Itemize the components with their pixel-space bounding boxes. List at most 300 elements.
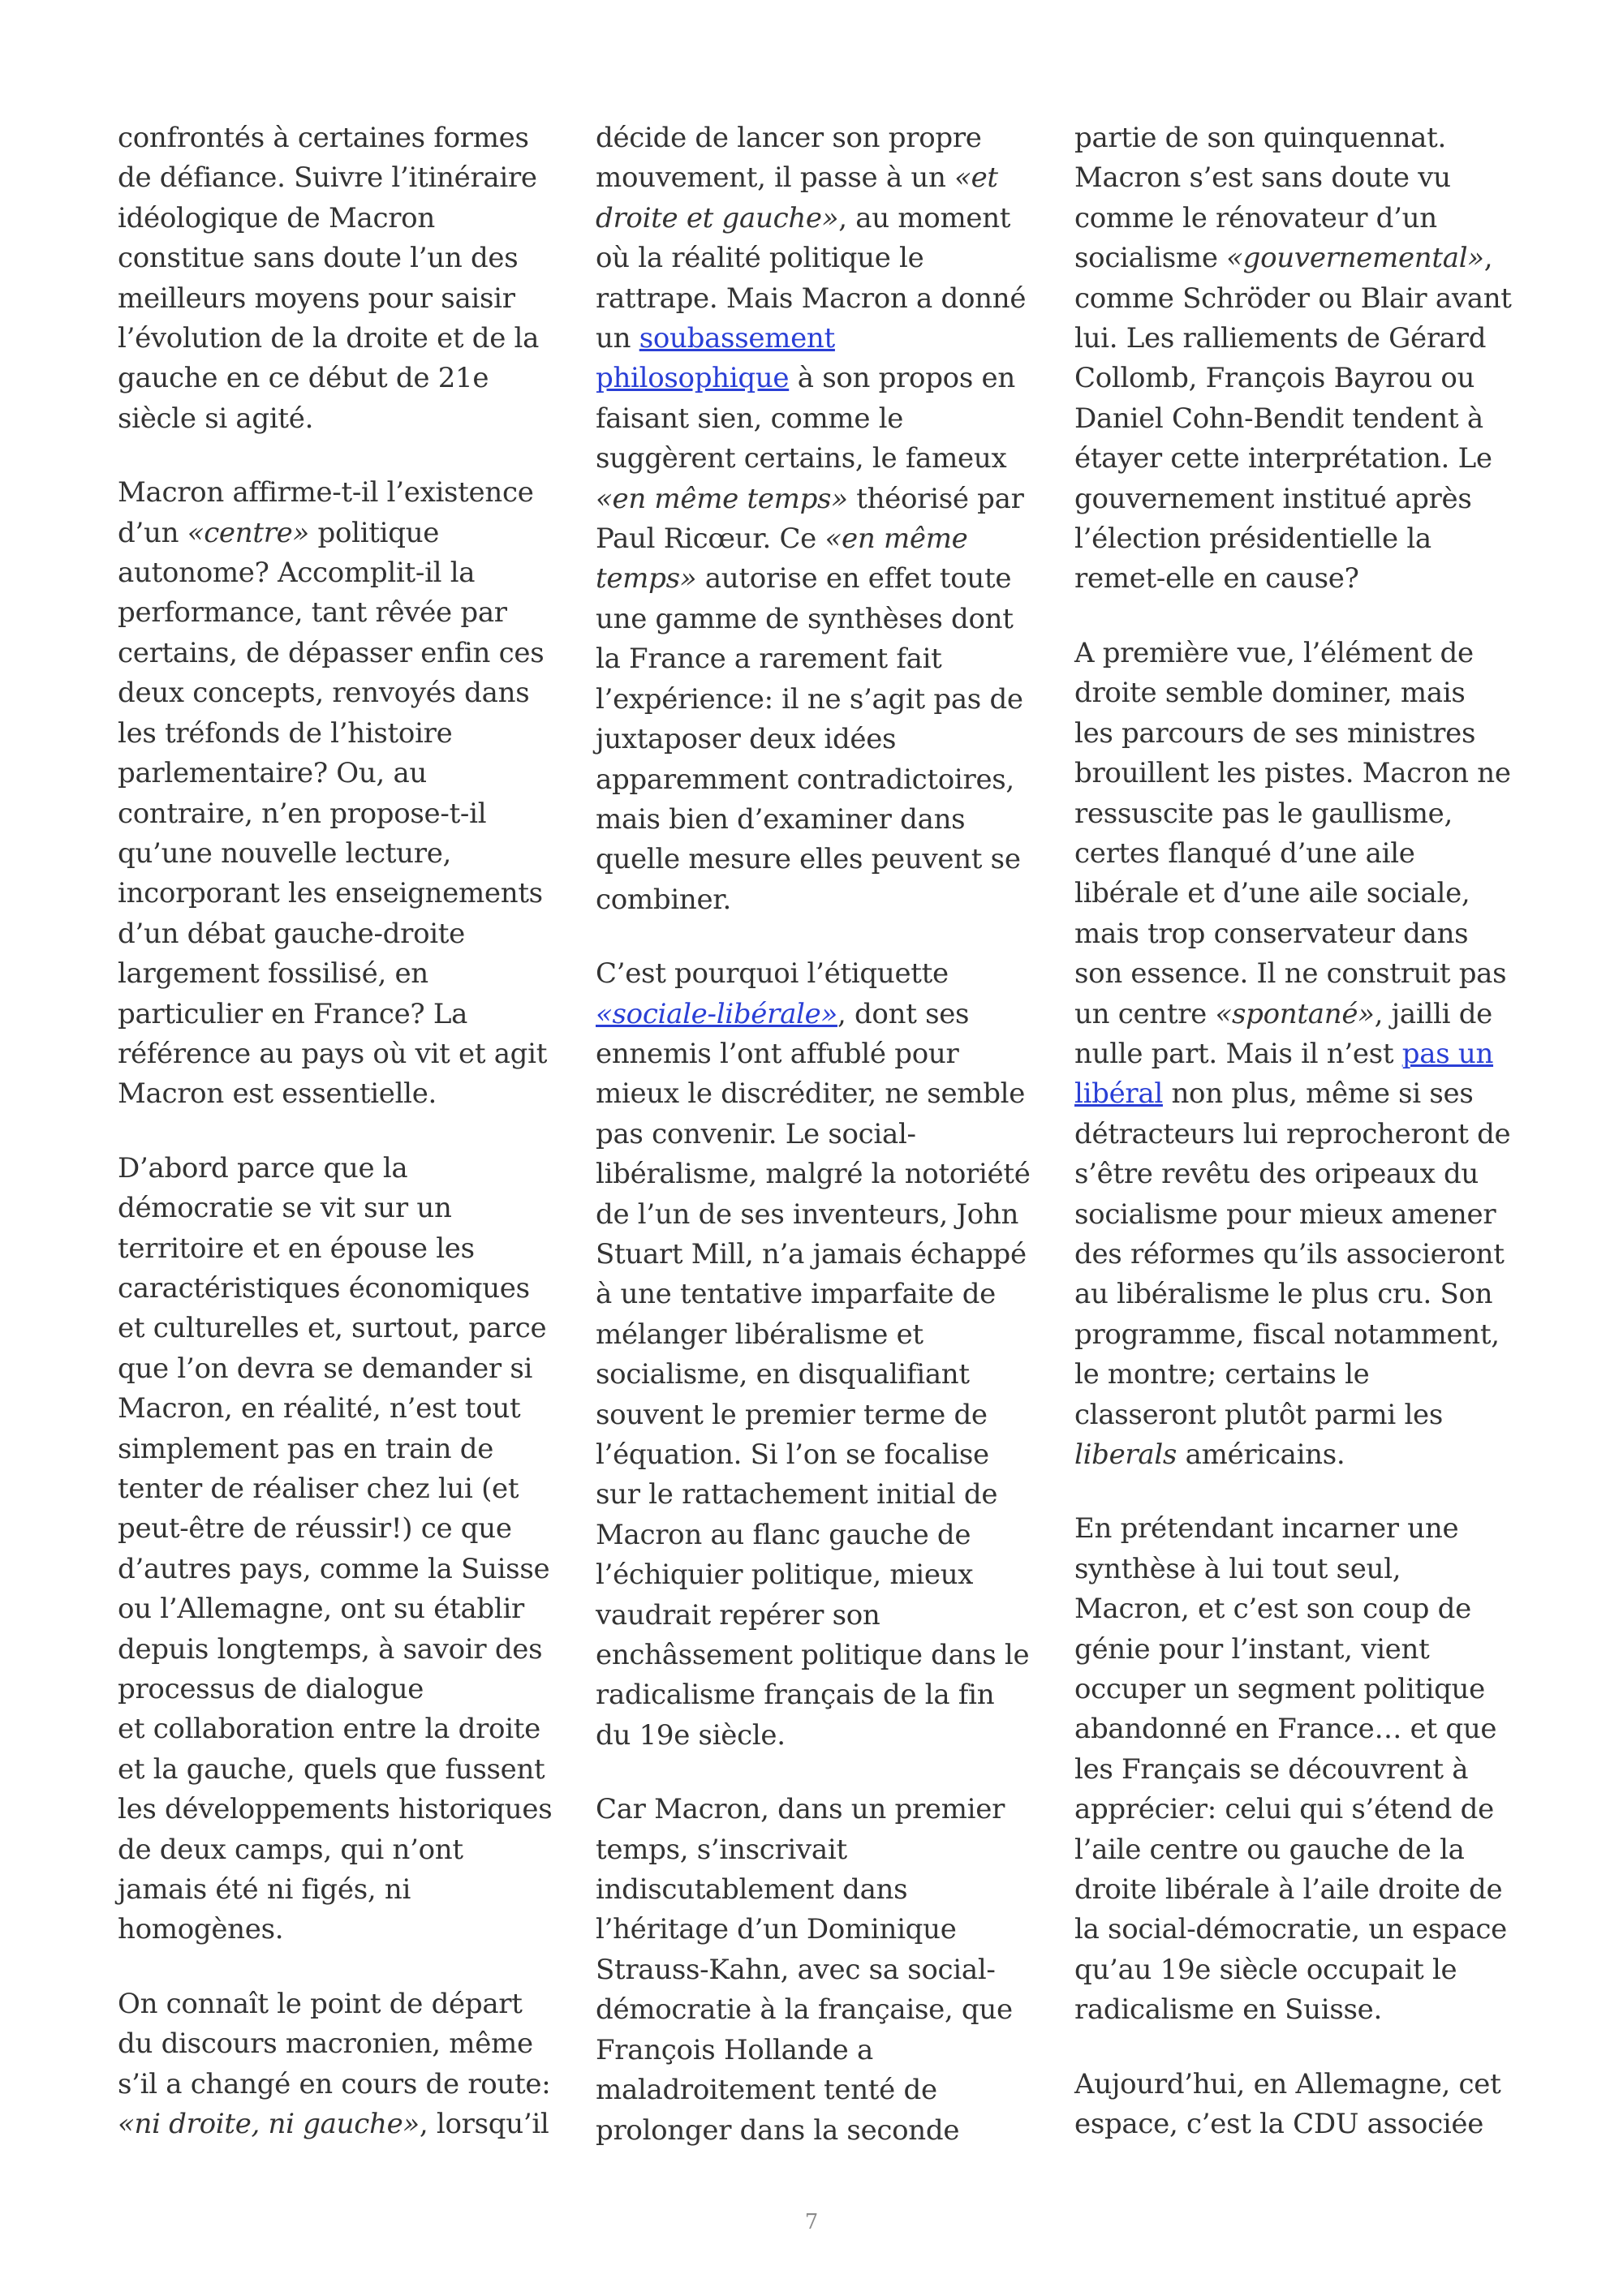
text-line: [596, 1315, 1050, 1355]
text-line: [1074, 1395, 1529, 1435]
text-line: [596, 1675, 1050, 1715]
text-run: et la gauche, quels que fussent: [118, 1752, 545, 1786]
text-line: [596, 680, 1050, 720]
text-line: [118, 1389, 572, 1429]
text-run: Macron s’est sans doute vu: [1074, 161, 1451, 195]
text-run: à une tentative imparfaite de: [596, 1278, 996, 1311]
text-run: souvent le premier terme de: [596, 1398, 988, 1431]
text-line: [1074, 1950, 1529, 1990]
text-run: un: [596, 322, 639, 355]
paragraph: [1074, 118, 1529, 600]
text-line: [1074, 519, 1529, 559]
text-line: [596, 158, 1050, 198]
text-run: socialisme pour mieux amener: [1074, 1197, 1496, 1231]
text-line: [596, 1636, 1050, 1675]
text-line: [1074, 1195, 1529, 1235]
text-run: occuper un segment politique: [1074, 1673, 1485, 1706]
text-run: le montre; certains le: [1074, 1358, 1370, 1391]
text-line: [596, 199, 1050, 239]
text-line: [1074, 1509, 1529, 1549]
text-line: [118, 1709, 572, 1749]
text-run: tenter de réaliser chez lui (et: [118, 1473, 519, 1505]
text-line: [596, 1716, 1050, 1756]
text-line: [596, 1830, 1050, 1870]
text-line: [118, 673, 572, 713]
text-run: autorise en effet toute: [696, 562, 1012, 595]
text-line: [596, 995, 1050, 1034]
text-run: l’héritage d’un Dominique: [596, 1913, 957, 1946]
text-line: [596, 118, 1050, 158]
text-run: la social-démocratie, un espace: [1074, 1913, 1507, 1946]
text-run: l’expérience: il ne s’agit pas de: [596, 682, 1023, 716]
text-run: combiner.: [596, 883, 732, 916]
text-line: [1074, 1275, 1529, 1314]
text-line: [118, 199, 572, 239]
text-line: [596, 1074, 1050, 1114]
inline-link[interactable]: soubassement: [639, 322, 835, 355]
text-run: droite libérale à l’aile droite de: [1074, 1873, 1503, 1907]
text-run: de l’un de ses inventeurs, John: [596, 1197, 1019, 1231]
text-line: [596, 319, 1050, 359]
text-line: [118, 1189, 572, 1228]
text-run: synthèse à lui tout seul,: [1074, 1552, 1401, 1585]
text-run: détracteurs lui reprocheront de: [1074, 1117, 1511, 1150]
text-line: [118, 834, 572, 874]
text-line: [1074, 118, 1529, 158]
text-run: Aujourd’hui, en Allemagne, cet: [1074, 2067, 1501, 2100]
text-run: mouvement, il passe à un: [596, 161, 955, 195]
text-line: [118, 1269, 572, 1309]
text-run: s’il a changé en cours de route:: [118, 2067, 551, 2100]
text-run: droite semble dominer, mais: [1074, 677, 1466, 710]
text-line: [118, 1309, 572, 1348]
text-line: [596, 1990, 1050, 2030]
text-line: [118, 1430, 572, 1469]
paragraph: [1074, 634, 1529, 1476]
text-run: particulier en France? La: [118, 997, 468, 1030]
text-line: [1074, 1910, 1529, 1950]
paragraph: [596, 1790, 1050, 2151]
text-run: enchâssement politique dans le: [596, 1639, 1030, 1672]
text-run: En prétendant incarner une: [1074, 1512, 1459, 1546]
text-run: d’autres pays, comme la Suisse: [118, 1552, 550, 1585]
text-line: [596, 1235, 1050, 1275]
text-line: [118, 995, 572, 1034]
text-run: l’évolution de la droite et de la: [118, 322, 540, 355]
text-run: vaudrait repérer son: [596, 1598, 880, 1632]
italic-text: liberals: [1074, 1438, 1177, 1471]
text-run: , au moment: [838, 201, 1011, 234]
text-line: [118, 714, 572, 754]
italic-text: «ni droite, ni gauche»: [118, 2108, 420, 2141]
text-line: [1074, 319, 1529, 359]
text-line: [118, 553, 572, 593]
text-line: [596, 880, 1050, 920]
text-run: Macron affirme-t-il l’existence: [118, 476, 534, 510]
text-run: gouvernement institué après: [1074, 482, 1472, 515]
text-line: [118, 158, 572, 198]
text-run: Macron au flanc gauche de: [596, 1518, 971, 1551]
text-line: [118, 794, 572, 834]
text-run: de deux camps, qui n’ont: [118, 1833, 463, 1866]
text-line: [118, 2105, 572, 2144]
text-run: génie pour l’instant, vient: [1074, 1632, 1430, 1666]
text-line: [1074, 439, 1529, 479]
text-run: étayer cette interprétation. Le: [1074, 442, 1492, 475]
text-line: [1074, 279, 1529, 319]
text-column-1: [118, 118, 572, 2179]
text-run: ou l’Allemagne, ont su établir: [118, 1593, 525, 1626]
text-line: [596, 1475, 1050, 1515]
text-line: [1074, 1435, 1529, 1475]
text-run: radicalisme en Suisse.: [1074, 1993, 1382, 2027]
text-line: [118, 1589, 572, 1629]
text-line: [118, 954, 572, 994]
italic-text: «centre»: [187, 516, 309, 549]
text-line: [118, 239, 572, 278]
text-line: [1074, 559, 1529, 599]
text-run: brouillent les pistes. Macron ne: [1074, 757, 1511, 790]
text-run: lui. Les ralliements de Gérard: [1074, 322, 1487, 355]
text-run: D’abord parce que la: [118, 1151, 408, 1185]
text-line: [596, 600, 1050, 639]
text-line: [1074, 1355, 1529, 1395]
text-line: [1074, 754, 1529, 793]
text-run: remet-elle en cause?: [1074, 562, 1359, 595]
text-line: [596, 840, 1050, 879]
text-run: juxtaposer deux idées: [596, 723, 897, 756]
text-line: [118, 1750, 572, 1790]
text-line: [1074, 1235, 1529, 1275]
text-line: [1074, 1670, 1529, 1709]
text-line: [118, 1790, 572, 1829]
text-run: suggèrent certains, le fameux: [596, 442, 1007, 475]
text-line: [118, 634, 572, 673]
text-line: [118, 118, 572, 158]
text-run: libérale et d’une aile sociale,: [1074, 877, 1470, 910]
text-run: Daniel Cohn-Bendit tendent à: [1074, 402, 1483, 435]
text-run: à son propos en: [789, 362, 1015, 395]
text-column-3: [1074, 118, 1529, 2179]
text-run: mais trop conservateur dans: [1074, 917, 1469, 950]
text-run: ,: [1483, 242, 1493, 275]
text-line: [596, 1195, 1050, 1235]
text-line: [1074, 995, 1529, 1034]
text-line: [596, 1910, 1050, 1950]
text-line: [1074, 2065, 1529, 2105]
text-line: [118, 1469, 572, 1509]
text-run: , dont ses: [837, 997, 970, 1030]
text-run: au libéralisme le plus cru. Son: [1074, 1278, 1493, 1311]
text-line: [118, 2024, 572, 2064]
text-line: [1074, 399, 1529, 439]
text-run: nulle part. Mais il n’est: [1074, 1037, 1402, 1070]
text-line: [596, 1435, 1050, 1475]
text-run: parlementaire? Ou, au: [118, 757, 428, 790]
text-line: [1074, 479, 1529, 519]
text-run: Strauss-Kahn, avec sa social-: [596, 1953, 996, 1986]
text-run: largement fossilisé, en: [118, 957, 428, 991]
text-line: [1074, 1830, 1529, 1870]
text-line: [118, 1229, 572, 1269]
text-run: les tréfonds de l’histoire: [118, 716, 453, 750]
paragraph: [118, 118, 572, 439]
text-run: démocratie se vit sur un: [118, 1192, 452, 1225]
text-run: peut-être de réussir!) ce que: [118, 1512, 512, 1546]
text-run: Macron est essentielle.: [118, 1077, 437, 1111]
text-run: apparemment contradictoires,: [596, 763, 1014, 796]
text-run: l’échiquier politique, mieux: [596, 1559, 974, 1592]
text-line: [118, 593, 572, 633]
text-run: l’élection présidentielle la: [1074, 522, 1431, 556]
text-run: les développements historiques: [118, 1793, 553, 1826]
text-line: [596, 1790, 1050, 1829]
text-line: [1074, 239, 1529, 278]
text-run: homogènes.: [118, 1913, 284, 1946]
text-run: socialisme, en disqualifiant: [596, 1358, 970, 1391]
text-line: [1074, 158, 1529, 198]
inline-link[interactable]: pas un: [1401, 1037, 1494, 1070]
text-run: meilleurs moyens pour saisir: [118, 282, 515, 315]
text-line: [596, 1115, 1050, 1154]
text-run: du 19e siècle.: [596, 1718, 786, 1752]
text-line: [596, 1516, 1050, 1555]
text-line: [1074, 673, 1529, 713]
text-run: temps, s’inscrivait: [596, 1833, 847, 1866]
text-run: sur le rattachement initial de: [596, 1478, 998, 1511]
text-line: [596, 359, 1050, 398]
text-line: [118, 279, 572, 319]
text-line: [1074, 1870, 1529, 1910]
text-run: prolonger dans la seconde: [596, 2113, 960, 2147]
text-line: [118, 1630, 572, 1670]
text-line: [596, 1034, 1050, 1074]
text-line: [596, 1275, 1050, 1314]
text-run: autonome? Accomplit-il la: [118, 557, 476, 590]
text-run: décide de lancer son propre: [596, 122, 982, 154]
text-line: [596, 954, 1050, 994]
text-line: [596, 399, 1050, 439]
text-run: performance, tant rêvée par: [118, 596, 507, 630]
text-run: maladroitement tenté de: [596, 2074, 937, 2107]
text-run: quelle mesure elles peuvent se: [596, 843, 1021, 876]
italic-text: «et: [954, 161, 998, 195]
inline-link[interactable]: libéral: [1074, 1077, 1163, 1111]
text-run: un centre: [1074, 997, 1216, 1030]
text-run: les parcours de ses ministres: [1074, 716, 1476, 750]
text-line: [118, 359, 572, 398]
paragraph: [118, 473, 572, 1115]
text-run: qu’au 19e siècle occupait le: [1074, 1953, 1457, 1986]
text-line: [1074, 1074, 1529, 1114]
text-run: simplement pas en train de: [118, 1432, 494, 1465]
paragraph: [1074, 2065, 1529, 2145]
text-line: [1074, 1790, 1529, 1829]
text-run: Collomb, François Bayrou ou: [1074, 362, 1475, 395]
text-run: non plus, même si ses: [1162, 1077, 1474, 1111]
text-run: l’aile centre ou gauche de la: [1074, 1833, 1465, 1866]
text-run: territoire et en épouse les: [118, 1232, 475, 1265]
text-line: [118, 1074, 572, 1114]
text-run: rattrape. Mais Macron a donné: [596, 282, 1027, 315]
text-run: certes flanqué d’une aile: [1074, 836, 1415, 870]
text-run: qu’une nouvelle lecture,: [118, 836, 452, 870]
text-run: que l’on devra se demander si: [118, 1352, 533, 1385]
text-run: ennemis l’ont affublé pour: [596, 1037, 959, 1070]
text-run: partie de son quinquennat.: [1074, 122, 1447, 154]
text-run: abandonné en France… et que: [1074, 1713, 1497, 1746]
text-line: [596, 639, 1050, 679]
text-run: On connaît le point de départ: [118, 1987, 523, 2020]
text-line: [1074, 1550, 1529, 1589]
text-line: [118, 1870, 572, 1910]
text-run: ressuscite pas le gaullisme,: [1074, 797, 1453, 830]
italic-text: «spontané»: [1215, 997, 1375, 1030]
text-line: [118, 754, 572, 793]
text-line: [596, 1870, 1050, 1910]
text-run: confrontés à certaines formes: [118, 122, 529, 154]
italic-text: droite et gauche»: [596, 201, 839, 234]
text-line: [118, 1149, 572, 1189]
text-line: [1074, 2105, 1529, 2144]
text-run: François Hollande a: [596, 2033, 873, 2066]
text-line: [118, 1830, 572, 1870]
text-run: démocratie à la française, que: [596, 1993, 1013, 2027]
text-run: , jailli de: [1374, 997, 1492, 1030]
text-line: [118, 399, 572, 439]
text-line: [118, 473, 572, 513]
text-run: de défiance. Suivre l’itinéraire: [118, 161, 537, 195]
text-run: mieux le discréditer, ne semble: [596, 1077, 1026, 1111]
italic-text: «en même: [824, 522, 968, 556]
italic-text: «en même temps»: [596, 482, 848, 515]
text-run: classeront plutôt parmi les: [1074, 1398, 1443, 1431]
text-line: [596, 1555, 1050, 1595]
text-run: pas convenir. Le social-: [596, 1117, 916, 1150]
text-line: [596, 2111, 1050, 2151]
text-line: [596, 479, 1050, 519]
paragraph: [118, 1984, 572, 2145]
text-line: [596, 720, 1050, 759]
text-line: [118, 1034, 572, 1074]
text-run: gauche en ce début de 21e: [118, 362, 489, 395]
text-run: Car Macron, dans un premier: [596, 1793, 1005, 1826]
text-line: [596, 239, 1050, 278]
text-run: l’équation. Si l’on se focalise: [596, 1438, 989, 1471]
text-line: [118, 1910, 572, 1950]
paragraph: [596, 118, 1050, 920]
text-line: [1074, 1315, 1529, 1355]
inline-link[interactable]: «sociale-libérale»: [596, 997, 837, 1030]
text-line: [596, 760, 1050, 800]
paragraph: [1074, 1509, 1529, 2030]
text-run: où la réalité politique le: [596, 242, 924, 275]
text-line: [1074, 1034, 1529, 1074]
text-line: [1074, 1990, 1529, 2030]
text-run: s’être revêtu des oripeaux du: [1074, 1158, 1479, 1191]
text-line: [1074, 1115, 1529, 1154]
text-run: son essence. Il ne construit pas: [1074, 957, 1507, 991]
text-run: la France a rarement fait: [596, 643, 942, 676]
text-line: [1074, 1630, 1529, 1670]
text-run: mélanger libéralisme et: [596, 1318, 923, 1351]
text-line: [1074, 359, 1529, 398]
text-column-2: [596, 118, 1050, 2185]
text-run: Macron, et c’est son coup de: [1074, 1593, 1471, 1626]
text-run: Paul Ricœur. Ce: [596, 522, 825, 556]
text-line: [1074, 1589, 1529, 1629]
text-line: [118, 514, 572, 553]
text-line: [118, 1984, 572, 2024]
text-run: une gamme de synthèses dont: [596, 602, 1014, 635]
text-line: [1074, 199, 1529, 239]
text-line: [596, 279, 1050, 319]
text-run: d’un débat gauche-droite: [118, 917, 465, 950]
text-run: contraire, n’en propose-t-il: [118, 797, 487, 830]
text-run: faisant sien, comme le: [596, 402, 904, 435]
text-line: [118, 1509, 572, 1549]
text-run: espace, c’est la CDU associée: [1074, 2108, 1484, 2141]
paragraph: [118, 1149, 572, 1950]
text-run: et collaboration entre la droite: [118, 1713, 540, 1746]
text-run: Stuart Mill, n’a jamais échappé: [596, 1237, 1027, 1271]
text-line: [596, 1154, 1050, 1194]
text-line: [596, 1395, 1050, 1435]
text-run: mais bien d’examiner dans: [596, 802, 966, 836]
text-run: politique: [309, 516, 440, 549]
text-run: siècle si agité.: [118, 402, 314, 435]
text-run: les Français se découvrent à: [1074, 1752, 1469, 1786]
text-run: théorisé par: [847, 482, 1024, 515]
text-line: [596, 1596, 1050, 1636]
text-line: [596, 2031, 1050, 2070]
page-number: 7: [804, 2210, 819, 2234]
text-line: [1074, 1750, 1529, 1790]
text-line: [596, 800, 1050, 840]
text-run: incorporant les enseignements: [118, 877, 543, 910]
text-line: [1074, 954, 1529, 994]
text-run: libéralisme, malgré la notoriété: [596, 1158, 1031, 1191]
text-line: [118, 874, 572, 914]
text-run: américains.: [1177, 1438, 1345, 1471]
text-run: , lorsqu’il: [419, 2108, 549, 2141]
text-line: [596, 439, 1050, 479]
text-run: A première vue, l’élément de: [1074, 636, 1474, 669]
inline-link[interactable]: philosophique: [596, 362, 790, 395]
text-run: depuis longtemps, à savoir des: [118, 1632, 543, 1666]
italic-text: «gouvernemental»: [1226, 242, 1484, 275]
text-run: Macron, en réalité, n’est tout: [118, 1392, 521, 1425]
text-run: certains, de dépasser enfin ces: [118, 636, 545, 669]
text-line: [118, 2065, 572, 2105]
text-line: [118, 1670, 572, 1709]
text-line: [1074, 634, 1529, 673]
text-line: [1074, 1154, 1529, 1194]
text-run: des réformes qu’ils associeront: [1074, 1237, 1505, 1271]
text-run: caractéristiques économiques: [118, 1271, 530, 1305]
text-run: idéologique de Macron: [118, 201, 435, 234]
text-run: d’un: [118, 516, 187, 549]
text-line: [596, 1950, 1050, 1990]
text-run: programme, fiscal notamment,: [1074, 1318, 1500, 1351]
text-run: C’est pourquoi l’étiquette: [596, 957, 949, 991]
text-run: socialisme: [1074, 242, 1227, 275]
text-run: radicalisme français de la fin: [596, 1679, 995, 1712]
text-run: processus de dialogue: [118, 1673, 424, 1706]
text-run: constitue sans doute l’un des: [118, 242, 519, 275]
text-line: [1074, 834, 1529, 874]
text-run: deux concepts, renvoyés dans: [118, 677, 530, 710]
